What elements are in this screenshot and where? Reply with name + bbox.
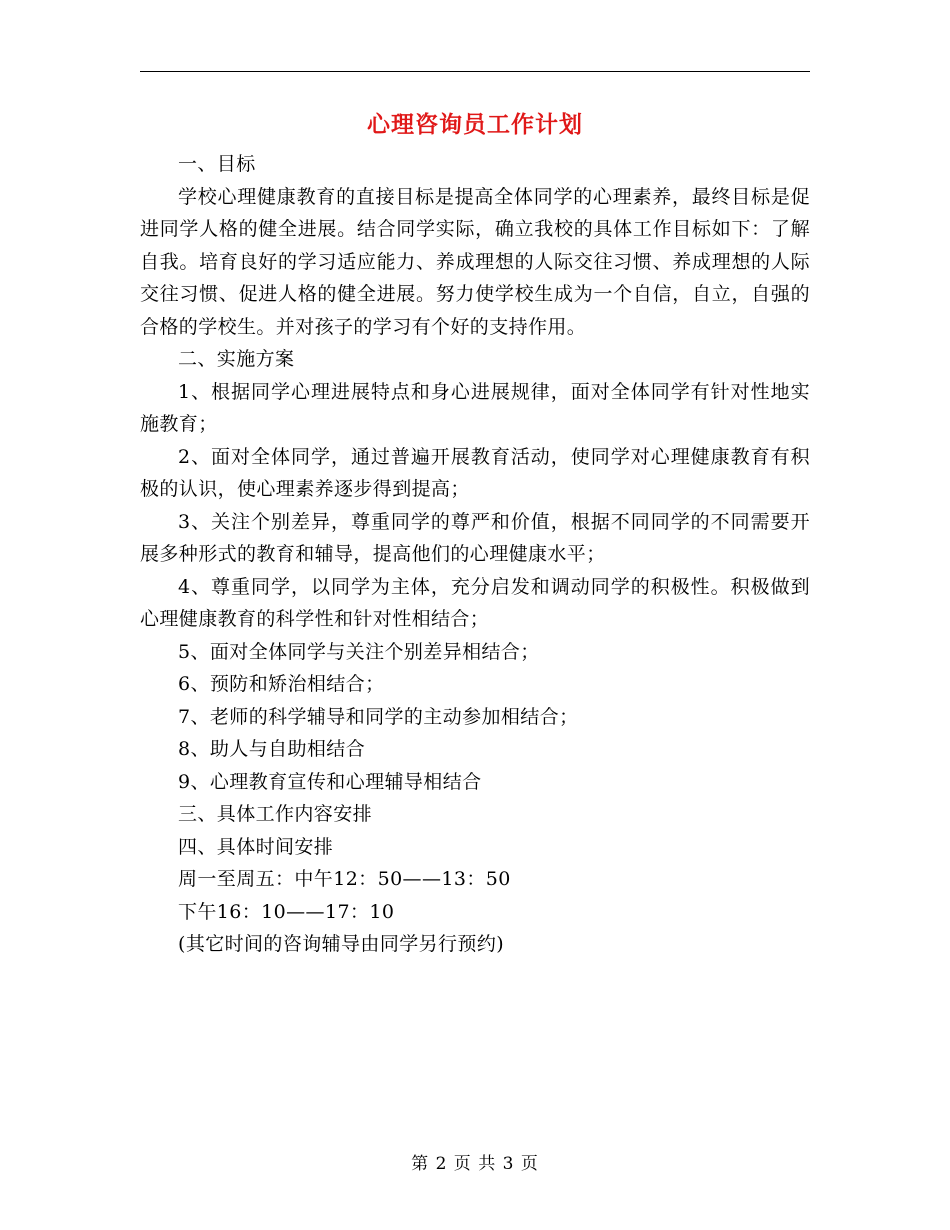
document-title: 心理咨询员工作计划 — [367, 111, 583, 138]
plan-item-1: 1、根据同学心理进展特点和身心进展规律，面对全体同学有针对性地实施教育； — [140, 380, 810, 435]
plan-item-6: 6、预防和矫治相结合； — [178, 673, 385, 695]
paragraph-goals: 学校心理健康教育的直接目标是提高全体同学的心理素养，最终目标是促进同学人格的健全进展。结合同学实际，确立我校的具体工作目标如下：了解自我。培育良好的学习适应能力、养成理想的人际交往习惯、养成理想的人际交往习惯、促进人格的健全进展。努力使学校生成为一个自信，自立，自强的合格的学校生。并对孩子的学习有个好的支持作用。 — [140, 185, 810, 338]
plan-item-4: 4、尊重同学，以同学为主体，充分启发和调动同学的积极性。积极做到心理健康教育的科学性和针对性相结合； — [140, 575, 810, 630]
section-heading-plan: 二、实施方案 — [178, 348, 295, 370]
section-heading-schedule: 四、具体时间安排 — [178, 835, 334, 858]
plan-item-8: 8、助人与自助相结合 — [178, 738, 366, 760]
plan-item-7: 7、老师的科学辅导和同学的主动参加相结合； — [178, 705, 579, 728]
schedule-afternoon: 下午16：10——17：10 — [178, 900, 395, 923]
document-body — [140, 148, 810, 961]
plan-item-9: 9、心理教育宣传和心理辅导相结合 — [178, 770, 482, 793]
header-rule — [140, 71, 810, 72]
page-number-footer: 第 2 页 共 3 页 — [411, 1154, 539, 1174]
schedule-note: (其它时间的咨询辅导由同学另行预约) — [178, 933, 505, 955]
plan-item-3: 3、关注个别差异，尊重同学的尊严和价值，根据不同同学的不同需要开展多种形式的教育和辅导，提高他们的心理健康水平； — [140, 510, 810, 565]
schedule-noon: 周一至周五：中午12：50——13：50 — [178, 868, 511, 890]
plan-item-5: 5、面对全体同学与关注个别差异相结合； — [178, 640, 540, 663]
section-heading-content: 三、具体工作内容安排 — [178, 803, 373, 825]
section-heading-goals: 一、目标 — [178, 153, 256, 175]
plan-item-2: 2、面对全体同学，通过普遍开展教育活动，使同学对心理健康教育有积极的认识，使心理素养逐步得到提高； — [140, 445, 810, 500]
